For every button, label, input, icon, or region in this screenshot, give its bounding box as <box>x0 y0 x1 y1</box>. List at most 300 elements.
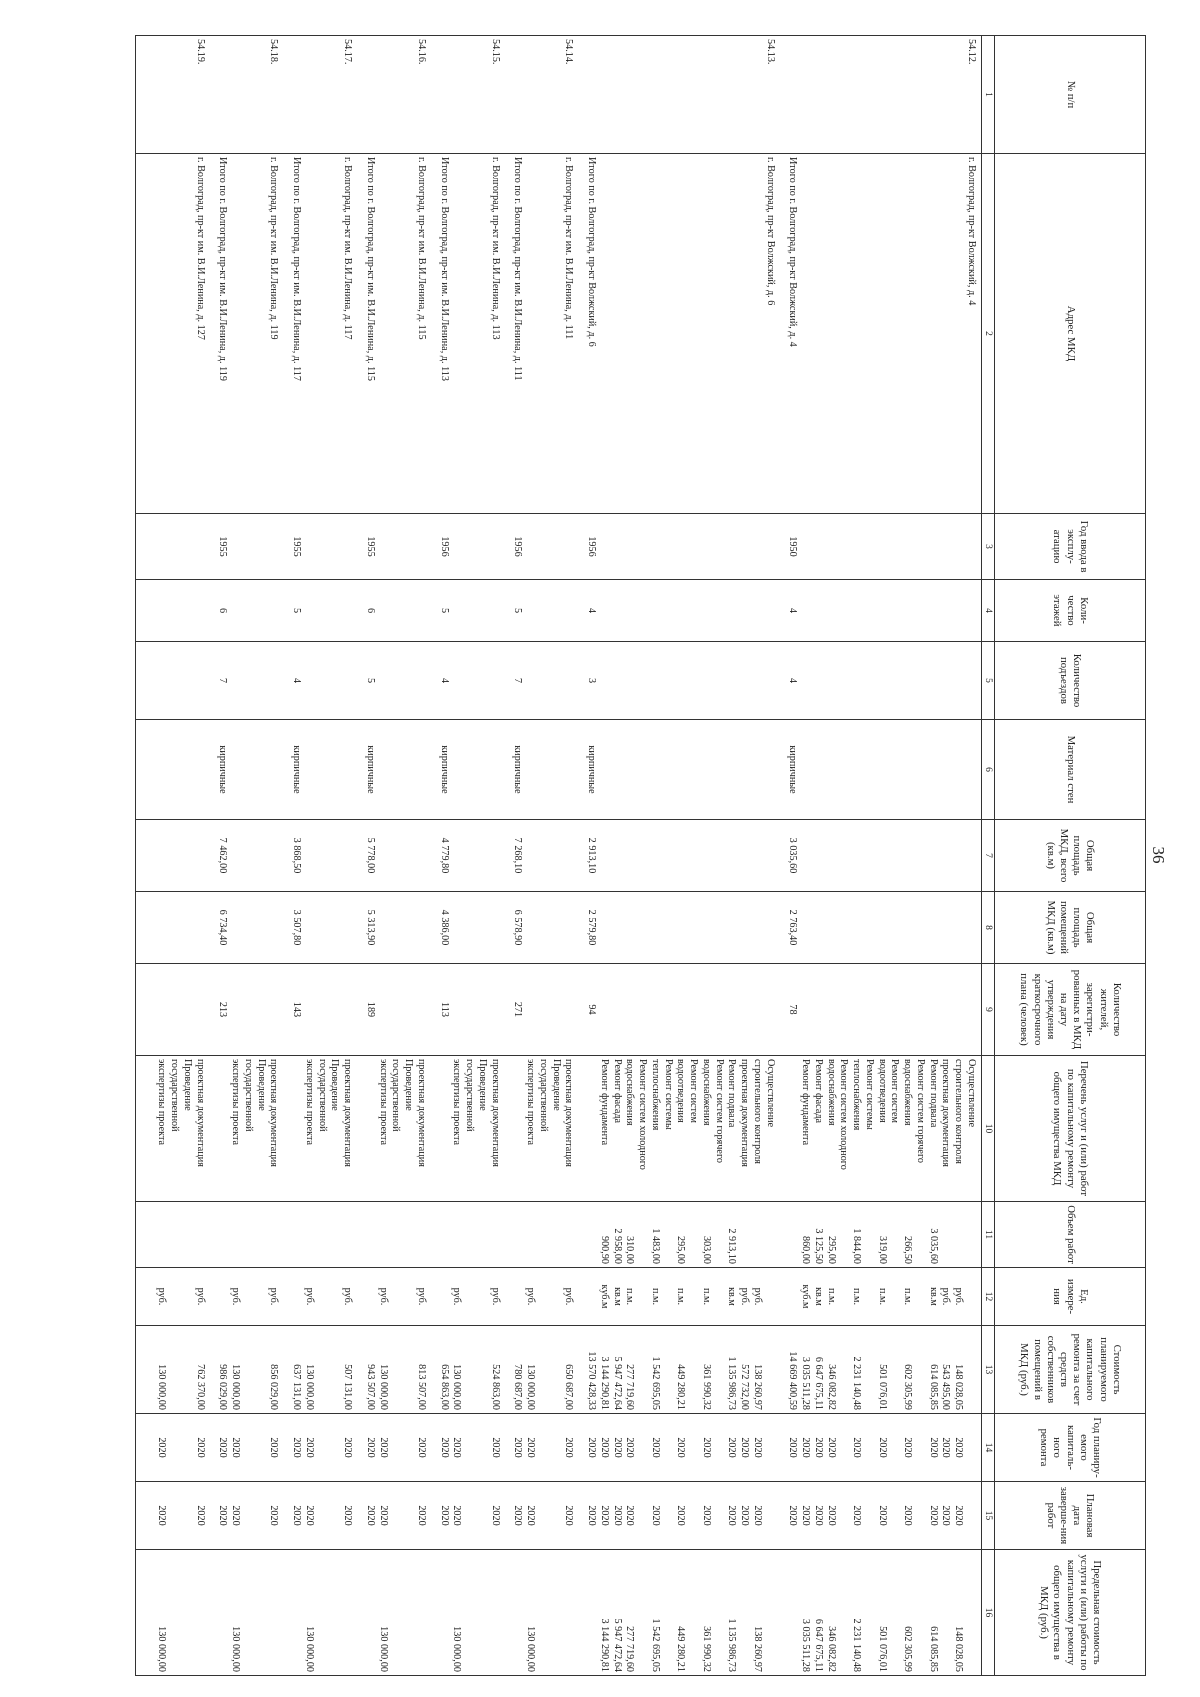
spacer <box>549 1329 562 1410</box>
work-unit: руб. <box>563 1287 575 1306</box>
spacer <box>229 583 242 638</box>
table-cell <box>210 820 284 892</box>
spacer <box>402 967 415 1052</box>
spacer <box>623 967 636 1052</box>
table-cell <box>579 820 780 892</box>
work-end: 2020 <box>525 1505 537 1526</box>
cell-text: Итого по г. Волгоград, пр-кт Волжский, д. 6 <box>586 157 598 347</box>
spacer <box>241 1205 254 1264</box>
spacer <box>738 583 751 638</box>
spacer <box>549 823 562 888</box>
spacer <box>463 1553 476 1672</box>
spacer <box>315 967 328 1052</box>
spacer <box>712 583 725 638</box>
cell-text: 2 913,10 <box>586 837 598 874</box>
work-name: Проведение <box>329 1059 341 1111</box>
spacer <box>524 583 537 638</box>
work-name: водоотведения <box>876 1059 888 1123</box>
spacer <box>216 1059 229 1198</box>
spacer <box>254 967 267 1052</box>
spacer <box>799 723 812 816</box>
spacer <box>597 823 610 888</box>
work-cost: 130 000,00 <box>156 1364 168 1410</box>
spacer <box>142 1205 155 1264</box>
column-number: 3 <box>982 514 995 580</box>
spacer <box>315 1417 328 1478</box>
work-year: 2020 <box>525 1437 537 1458</box>
cell-text: 2020 <box>787 1505 799 1526</box>
work-limit: 602 305,99 <box>902 1626 914 1672</box>
cell-text: 7 268,10 <box>512 837 524 874</box>
cell-text: 2020 <box>217 1505 229 1526</box>
spacer <box>964 895 977 960</box>
spacer <box>168 583 181 638</box>
spacer <box>402 517 415 576</box>
cell-text: 5 <box>512 607 524 614</box>
spacer <box>180 967 193 1052</box>
spacer <box>475 723 488 816</box>
spacer <box>837 823 850 888</box>
spacer <box>389 823 402 888</box>
spacer <box>389 1485 402 1546</box>
table-cell <box>431 154 505 514</box>
work-volume <box>414 1205 427 1264</box>
column-header: Перечень услуг и (или) работ по капитальному ремонту общего имущества МКД <box>995 1056 1146 1202</box>
spacer <box>389 1329 402 1410</box>
spacer <box>763 823 776 888</box>
spacer <box>302 967 315 1052</box>
cell-text: 1956 <box>586 536 598 557</box>
spacer <box>964 723 977 816</box>
spacer <box>913 823 926 888</box>
spacer <box>389 723 402 816</box>
spacer <box>328 1553 341 1672</box>
spacer <box>562 823 575 888</box>
work-end: 2020 <box>377 1505 389 1526</box>
table-cell <box>136 36 210 154</box>
spacer <box>824 723 837 816</box>
column-header: Общая площадь помещений МКД (кв.м) <box>995 892 1146 964</box>
work-name: проектная документация <box>416 1059 427 1167</box>
house-row <box>136 36 210 1676</box>
spacer <box>926 583 939 638</box>
spacer <box>952 723 965 816</box>
cell-text: 78 <box>787 1004 799 1015</box>
spacer <box>254 1271 267 1322</box>
spacer <box>952 157 965 510</box>
table-cell <box>136 642 210 720</box>
spacer <box>799 157 812 510</box>
spacer <box>623 645 636 716</box>
spacer <box>875 157 888 510</box>
spacer <box>254 157 267 510</box>
spacer <box>799 823 812 888</box>
spacer <box>926 645 939 716</box>
spacer <box>193 645 206 716</box>
spacer <box>549 723 562 816</box>
spacer <box>901 645 914 716</box>
spacer <box>913 645 926 716</box>
spacer <box>549 1271 562 1322</box>
spacer <box>674 823 687 888</box>
table-cell <box>780 514 982 580</box>
spacer <box>763 645 776 716</box>
work-end: 2020 <box>701 1505 712 1526</box>
column-header: Стоимость планируемого капитального ремонта за счет средств собственников помещений в МКД (руб.) <box>995 1326 1146 1414</box>
spacer <box>450 517 463 576</box>
spacer <box>901 517 914 576</box>
spacer <box>193 517 206 576</box>
table-cell <box>431 580 505 642</box>
cell-text: 2020 <box>438 1437 450 1458</box>
spacer <box>254 895 267 960</box>
table-cell <box>136 720 210 820</box>
table-cell <box>284 964 358 1056</box>
spacer <box>699 723 712 816</box>
cell-text: 3 507,80 <box>291 909 303 946</box>
spacer <box>585 1059 598 1198</box>
work-name: государственной <box>169 1059 181 1132</box>
table-cell <box>136 1056 210 1202</box>
spacer <box>750 723 763 816</box>
cell-text: 54.17. <box>342 39 354 65</box>
spacer <box>913 1329 926 1410</box>
spacer <box>610 823 623 888</box>
work-name: Осуществление <box>764 1059 776 1128</box>
work-volume: 310,00 <box>624 1235 636 1264</box>
column-header: Коли-чество этажей <box>995 580 1146 642</box>
table-cell <box>431 642 505 720</box>
spacer <box>837 1329 850 1410</box>
spacer <box>254 723 267 816</box>
spacer <box>363 1553 376 1672</box>
table-cell <box>579 514 780 580</box>
table-cell <box>505 1202 579 1268</box>
work-end: 2020 <box>304 1505 315 1526</box>
house-row <box>357 36 431 1676</box>
work-name: государственной <box>390 1059 402 1132</box>
spacer <box>636 1271 649 1322</box>
house-row <box>780 36 982 1676</box>
table-cell <box>505 964 579 1056</box>
spacer <box>862 1205 875 1264</box>
spacer <box>888 1485 901 1546</box>
spacer <box>341 723 354 816</box>
work-cost: 3 144 290,81 <box>599 1356 610 1410</box>
spacer <box>463 517 476 576</box>
spacer <box>180 895 193 960</box>
spacer <box>241 157 254 510</box>
cell-text: 1956 <box>438 536 450 557</box>
spacer <box>549 1553 562 1672</box>
spacer <box>799 967 812 1052</box>
spacer <box>168 723 181 816</box>
spacer <box>699 583 712 638</box>
spacer <box>524 157 537 510</box>
work-cost: 130 000,00 <box>304 1364 315 1410</box>
work-unit: п.м. <box>624 1288 636 1305</box>
cell-text: 7 <box>512 677 524 684</box>
spacer <box>180 583 193 638</box>
spacer <box>402 583 415 638</box>
spacer <box>687 1205 700 1264</box>
spacer <box>597 157 610 510</box>
spacer <box>862 583 875 638</box>
table-cell <box>579 1202 780 1268</box>
cell-text: 6 <box>217 607 229 614</box>
table-cell <box>136 820 210 892</box>
spacer <box>952 517 965 576</box>
work-name: экспертизы проекта <box>377 1059 389 1146</box>
cell-text: 54.12. <box>966 39 977 65</box>
spacer <box>939 517 952 576</box>
work-end: 2020 <box>953 1505 965 1526</box>
spacer <box>786 1205 799 1264</box>
work-name: Ремонт систем <box>688 1059 700 1123</box>
spacer <box>193 895 206 960</box>
work-volume <box>488 1205 501 1264</box>
spacer <box>488 645 501 716</box>
spacer <box>155 583 168 638</box>
column-number: 9 <box>982 964 995 1056</box>
table-cell <box>780 1326 982 1414</box>
spacer <box>315 1329 328 1410</box>
spacer <box>837 517 850 576</box>
table-cell <box>357 964 431 1056</box>
spacer <box>562 517 575 576</box>
spacer <box>699 895 712 960</box>
table-cell <box>579 1326 780 1414</box>
spacer <box>267 517 280 576</box>
table-cell <box>780 1482 982 1550</box>
spacer <box>376 895 389 960</box>
table-cell <box>136 580 210 642</box>
spacer <box>824 645 837 716</box>
column-number: 10 <box>982 1056 995 1202</box>
spacer <box>549 967 562 1052</box>
table-cell <box>505 892 579 964</box>
spacer <box>437 1553 450 1672</box>
work-year: 2020 <box>902 1437 914 1458</box>
table-cell <box>284 1482 358 1550</box>
table-cell <box>505 1550 579 1676</box>
spacer <box>536 645 549 716</box>
cell-text: 1955 <box>291 536 303 557</box>
spacer <box>155 823 168 888</box>
spacer <box>725 645 738 716</box>
work-end: 2020 <box>726 1505 738 1526</box>
spacer <box>913 1417 926 1478</box>
spacer <box>750 895 763 960</box>
spacer <box>363 1205 376 1264</box>
work-volume <box>450 1205 463 1264</box>
spacer <box>341 895 354 960</box>
table-cell <box>579 580 780 642</box>
spacer <box>511 1205 524 1264</box>
spacer <box>389 583 402 638</box>
spacer <box>862 895 875 960</box>
work-unit: кв.м <box>927 1287 939 1306</box>
spacer <box>414 517 427 576</box>
table-cell <box>136 514 210 580</box>
cell-text: 4 <box>787 677 799 684</box>
spacer <box>402 157 415 510</box>
spacer <box>229 157 242 510</box>
spacer <box>837 1553 850 1672</box>
spacer <box>328 895 341 960</box>
spacer <box>241 583 254 638</box>
work-end: 2020 <box>489 1505 501 1526</box>
work-name: Ремонт систем горячего <box>915 1059 926 1163</box>
spacer <box>585 1553 598 1672</box>
spacer <box>750 583 763 638</box>
table-cell <box>431 892 505 964</box>
table-cell <box>136 892 210 964</box>
work-cost: 277 719,60 <box>624 1364 636 1410</box>
table-cell <box>431 1550 505 1676</box>
spacer <box>636 1553 649 1672</box>
work-limit: 130 000,00 <box>156 1626 168 1672</box>
work-limit: 449 280,21 <box>675 1626 687 1672</box>
work-cost: 6 647 675,11 <box>813 1356 824 1410</box>
spacer <box>687 1485 700 1546</box>
spacer <box>636 1205 649 1264</box>
house-row <box>431 36 505 1676</box>
spacer <box>699 645 712 716</box>
spacer <box>155 895 168 960</box>
spacer <box>463 1271 476 1322</box>
spacer <box>180 1485 193 1546</box>
cell-text: 5 <box>438 607 450 614</box>
cell-text: Итого по г. Волгоград, пр-кт им. В.И.Ленина, д. 115 <box>365 157 376 381</box>
table-cell <box>505 1414 579 1482</box>
spacer <box>475 157 488 510</box>
cell-text: кирпичные <box>365 745 376 794</box>
spacer <box>824 517 837 576</box>
work-cost: 2 231 140,48 <box>851 1356 863 1410</box>
cell-text: кирпичные <box>787 745 799 794</box>
work-limit: 130 000,00 <box>451 1626 463 1672</box>
spacer <box>875 895 888 960</box>
spacer <box>290 1553 303 1672</box>
cell-text: 6 <box>365 607 376 614</box>
spacer <box>661 1485 674 1546</box>
cell-text: 3 035,60 <box>787 837 799 874</box>
work-limit: 361 990,32 <box>701 1626 712 1672</box>
cell-text: Итого по г. Волгоград, пр-кт им. В.И.Ленина, д. 117 <box>291 157 303 381</box>
spacer <box>254 645 267 716</box>
work-end: 2020 <box>268 1505 280 1526</box>
spacer <box>687 157 700 510</box>
spacer <box>964 1329 977 1410</box>
cell-text: 1956 <box>512 536 524 557</box>
cell-text: 4 <box>291 677 303 684</box>
spacer <box>488 723 501 816</box>
spacer <box>610 723 623 816</box>
work-unit: руб. <box>268 1287 280 1306</box>
spacer <box>463 1205 476 1264</box>
column-header: № п/п <box>995 36 1146 154</box>
spacer <box>389 517 402 576</box>
spacer <box>674 967 687 1052</box>
spacer <box>437 1271 450 1322</box>
spacer <box>241 895 254 960</box>
table-cell <box>210 1202 284 1268</box>
work-end: 2020 <box>650 1505 661 1526</box>
spacer <box>824 967 837 1052</box>
work-end: 2020 <box>902 1505 914 1526</box>
spacer <box>913 1205 926 1264</box>
work-volume: 3 125,50 <box>813 1228 824 1264</box>
spacer <box>824 583 837 638</box>
spacer <box>315 1553 328 1672</box>
spacer <box>254 1553 267 1672</box>
work-name: Ремонт системы <box>864 1059 875 1130</box>
column-number: 11 <box>982 1202 995 1268</box>
spacer <box>376 823 389 888</box>
spacer <box>952 823 965 888</box>
cell-text: 4 779,80 <box>438 837 450 874</box>
work-limit: 614 085,85 <box>927 1626 939 1672</box>
spacer <box>725 517 738 576</box>
spacer <box>488 895 501 960</box>
work-cost: 813 507,00 <box>416 1364 427 1410</box>
spacer <box>901 157 914 510</box>
spacer <box>901 895 914 960</box>
column-number: 2 <box>982 154 995 514</box>
table-cell <box>780 892 982 964</box>
spacer <box>712 1485 725 1546</box>
spacer <box>811 517 824 576</box>
spacer <box>811 967 824 1052</box>
table-cell <box>210 964 284 1056</box>
cell-text: 637 131,00 <box>291 1364 303 1410</box>
spacer <box>363 1271 376 1322</box>
table-cell <box>284 820 358 892</box>
spacer <box>875 823 888 888</box>
work-volume: 319,00 <box>876 1235 888 1264</box>
spacer <box>623 583 636 638</box>
work-cost: 346 082,82 <box>825 1364 837 1410</box>
column-number: 6 <box>982 720 995 820</box>
work-cost: 3 035 511,28 <box>800 1356 812 1410</box>
spacer <box>939 645 952 716</box>
work-name: Ремонт систем холодного <box>637 1059 649 1170</box>
spacer <box>926 823 939 888</box>
spacer <box>888 583 901 638</box>
column-number-row <box>982 36 995 1676</box>
spacer <box>290 1271 303 1322</box>
spacer <box>168 967 181 1052</box>
work-name: строительного контроля <box>953 1059 965 1164</box>
table-cell <box>357 1202 431 1268</box>
spacer <box>536 1205 549 1264</box>
work-limit: 501 076,01 <box>876 1626 888 1672</box>
spacer <box>267 823 280 888</box>
spacer <box>913 723 926 816</box>
spacer <box>661 517 674 576</box>
spacer <box>964 645 977 716</box>
work-end: 2020 <box>451 1505 463 1526</box>
column-header: Общая площадь МКД, всего (кв.м) <box>995 820 1146 892</box>
work-year: 2020 <box>726 1437 738 1458</box>
spacer <box>661 157 674 510</box>
spacer <box>712 967 725 1052</box>
work-limit: 2 231 140,48 <box>851 1618 863 1672</box>
spacer <box>302 645 315 716</box>
spacer <box>926 895 939 960</box>
spacer <box>328 1205 341 1264</box>
